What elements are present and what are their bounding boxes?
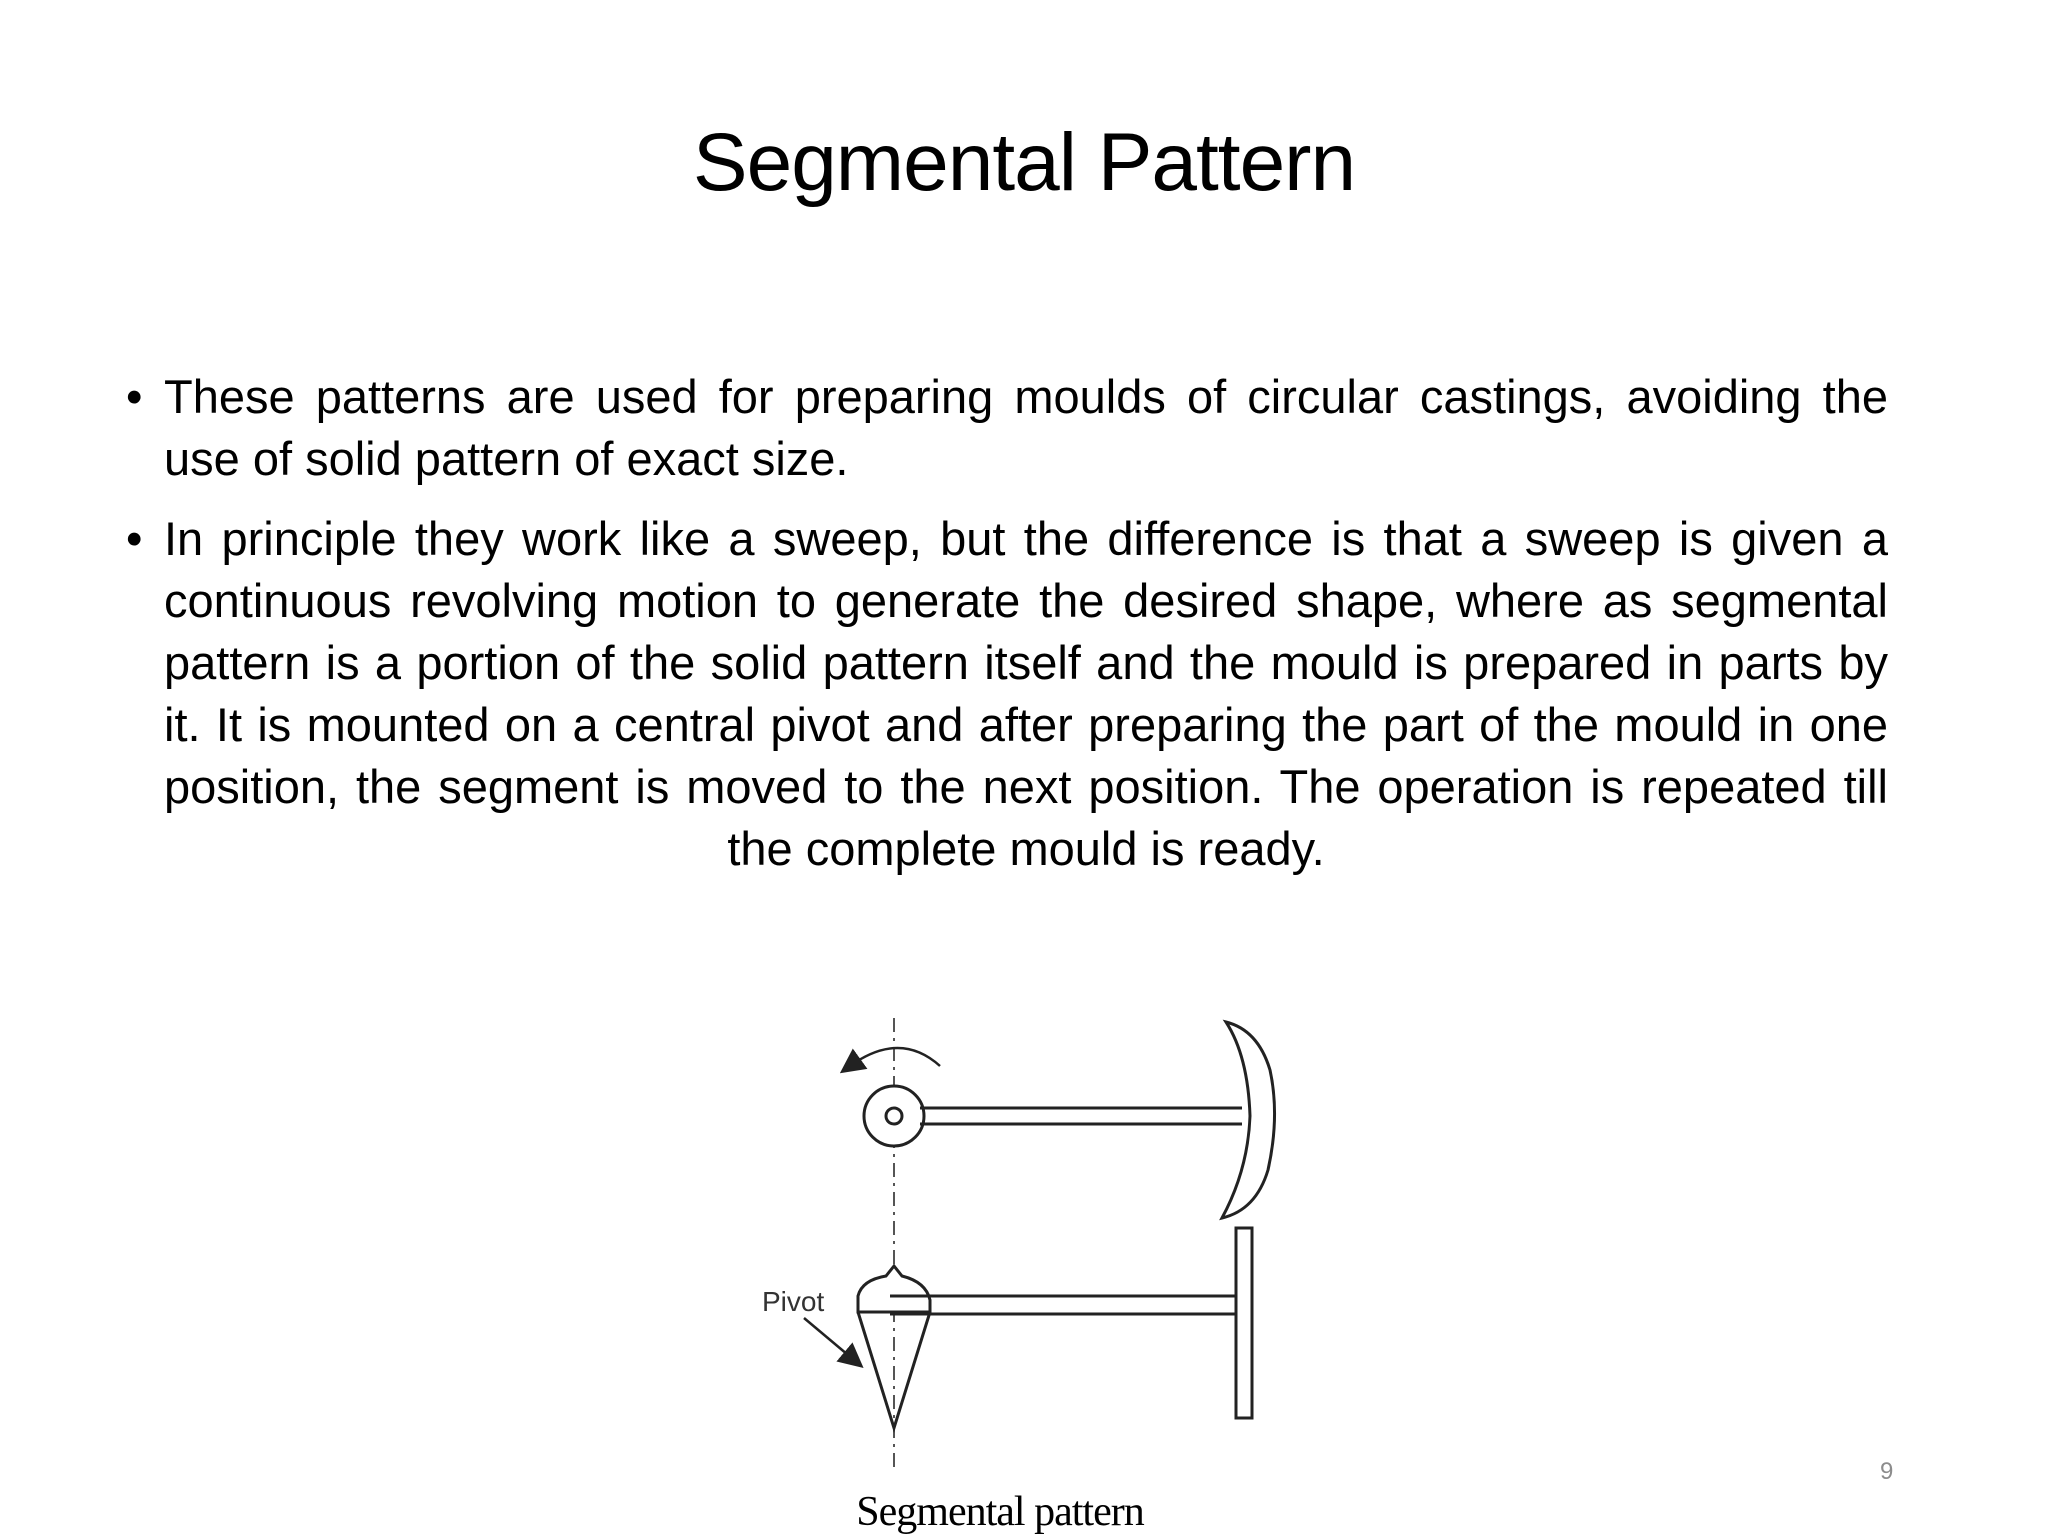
pivot-head xyxy=(858,1266,930,1312)
figure-caption: Segmental pattern xyxy=(856,1489,1144,1535)
slide-title: Segmental Pattern xyxy=(692,117,1356,208)
diagram-drawing xyxy=(740,1000,1300,1536)
bullet-text: In principle they work like a sweep, but the difference is that a sweep is given a continuous revolving motion to generate the desired shape, where as segmental pattern is a portion of the solid pattern itself and the mould is prepared in parts by it. It is mounted on a central pivot and after preparing the part of the mould in one position, the segment is moved to the next position. The operation is repeated till the complete mould is ready. xyxy=(164,512,1888,875)
bullet-marker: • xyxy=(126,370,143,423)
pivot-leader-line xyxy=(804,1318,854,1360)
bullet-list xyxy=(126,366,1888,898)
curved-segment xyxy=(1222,1022,1275,1218)
hub-inner-circle xyxy=(886,1108,902,1124)
bullet-item xyxy=(126,366,1888,490)
pivot-label: Pivot xyxy=(762,1286,825,1317)
bullet-marker: • xyxy=(126,512,143,565)
segment-plate xyxy=(1236,1228,1252,1418)
segmental-pattern-diagram xyxy=(740,1000,1300,1536)
page-number: 9 xyxy=(1880,1458,1894,1485)
bullet-text: These patterns are used for preparing moulds of circular castings, avoiding the use of solid pattern of exact size. xyxy=(164,370,1888,485)
bullet-item xyxy=(126,508,1888,880)
